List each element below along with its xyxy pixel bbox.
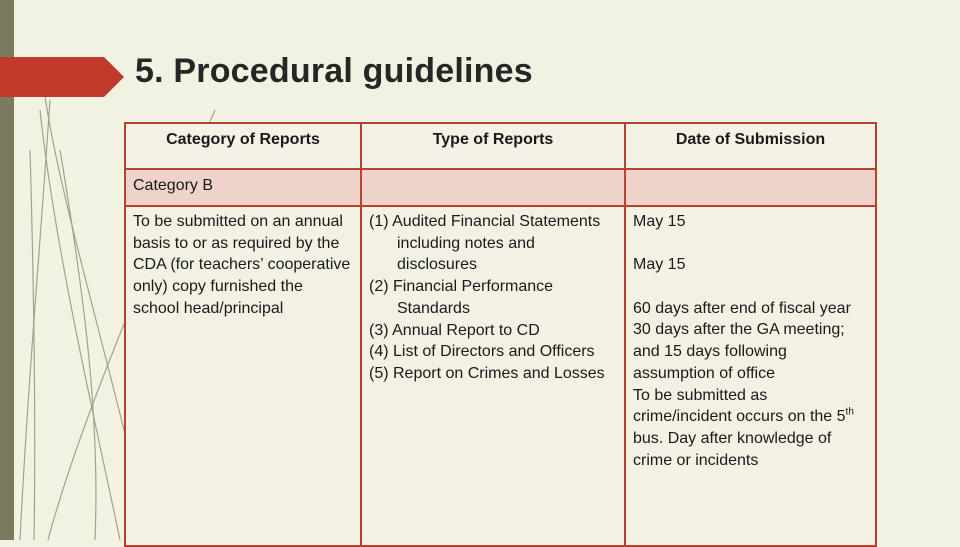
date-text: To be submitted as crime/incident occurs on the 5 bbox=[633, 386, 846, 426]
header-date: Date of Submission bbox=[625, 123, 876, 169]
reports-table bbox=[124, 122, 877, 547]
list-item: (1) Audited Financial Statements including notes and disclosures bbox=[369, 213, 601, 274]
report-types-list bbox=[369, 211, 617, 385]
title-arrow-icon bbox=[0, 57, 124, 97]
band-empty-cell bbox=[361, 169, 625, 206]
table-row bbox=[125, 206, 876, 546]
category-description: To be submitted on an annual basis to or as required by the CDA (for teachers’ cooperative only) copy furnished the school head/principal bbox=[125, 206, 361, 546]
list-item: (5) Report on Crimes and Losses bbox=[369, 364, 605, 382]
date-item: May 15 bbox=[633, 256, 686, 274]
date-item: 60 days after end of fiscal year bbox=[633, 299, 851, 317]
date-item bbox=[633, 385, 868, 472]
date-text: bus. Day after knowledge of crime or incidents bbox=[633, 430, 832, 469]
submission-dates-cell bbox=[625, 206, 876, 546]
list-item: (2) Financial Performance Standards bbox=[369, 278, 554, 317]
list-item: (4) List of Directors and Officers bbox=[369, 343, 595, 361]
report-types-cell bbox=[361, 206, 625, 546]
list-item: (3) Annual Report to CD bbox=[369, 321, 540, 339]
category-band-row bbox=[125, 169, 876, 206]
band-empty-cell bbox=[625, 169, 876, 206]
date-item: May 15 bbox=[633, 213, 686, 230]
header-category: Category of Reports bbox=[125, 123, 361, 169]
table-header-row bbox=[125, 123, 876, 169]
slide-title: 5. Procedural guidelines bbox=[135, 52, 533, 90]
ordinal-suffix: th bbox=[845, 406, 854, 418]
date-item: 30 days after the GA meeting; and 15 days following assumption of office bbox=[633, 321, 845, 382]
header-type: Type of Reports bbox=[361, 123, 625, 169]
category-band-label: Category B bbox=[125, 169, 361, 206]
